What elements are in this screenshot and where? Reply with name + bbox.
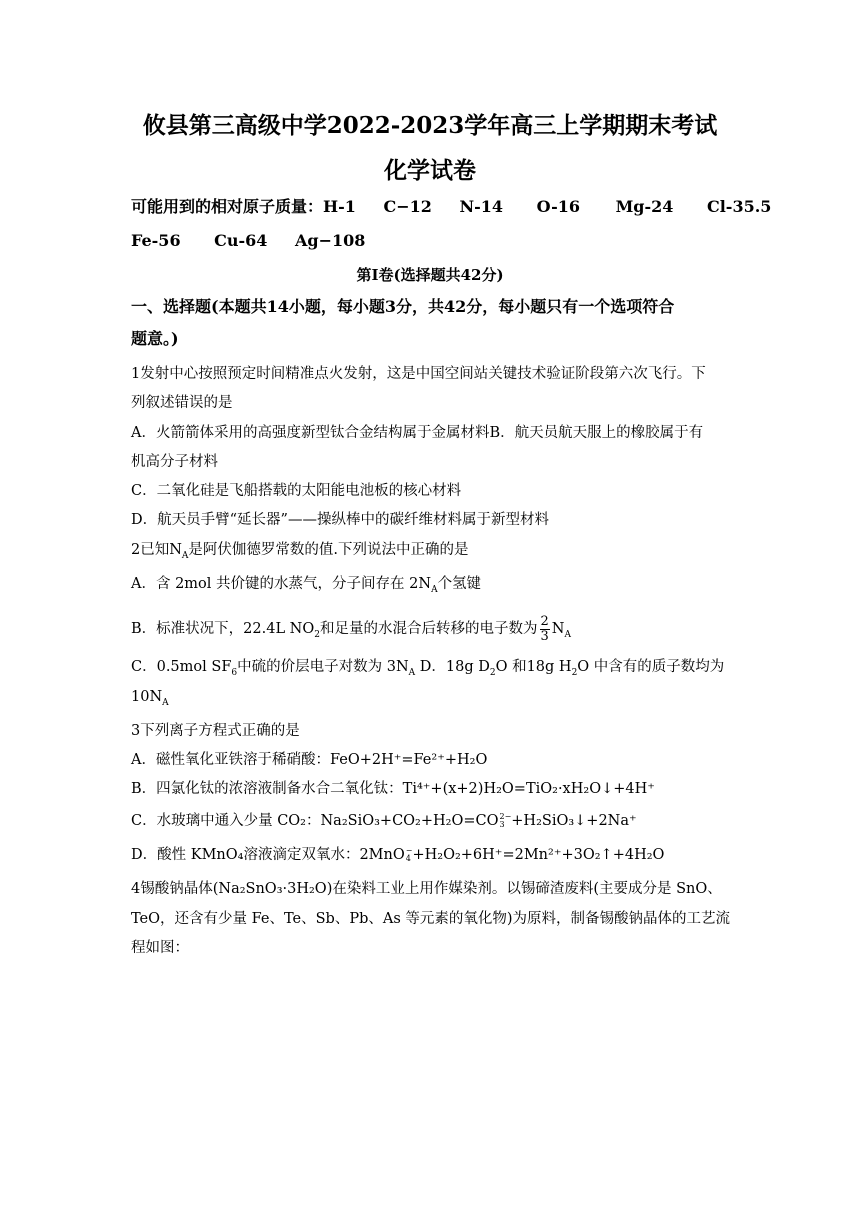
section-instruction-2: 题意。) bbox=[131, 329, 179, 348]
mass-c: C−12 bbox=[383, 197, 432, 216]
atomic-mass-line-2 bbox=[131, 231, 365, 251]
atomic-mass-label: 可能用到的相对原子质量： bbox=[131, 197, 324, 216]
q2-option-d-cont: $10N_A$ bbox=[131, 689, 169, 708]
exam-subtitle: 化学试卷 bbox=[384, 157, 476, 184]
q2-option-b: B．标准状况下，22.4L $NO_2$和足量的水混合后转移的电子数为 $\frac{2}{3}$ $N_A$ bbox=[131, 613, 571, 644]
q1-option-a-b bbox=[131, 423, 703, 443]
mass-cu: Cu-64 bbox=[214, 231, 268, 250]
q1-option-b: B．航天员航天服上的橡胶属于有 bbox=[489, 425, 704, 441]
q1-option-d: D．航天员手臂“延长器”——操纵棒中的碳纤维材料属于新型材料 bbox=[131, 512, 549, 528]
section-heading: 第Ⅰ卷(选择题共42分) bbox=[356, 266, 504, 284]
mass-fe: Fe-56 bbox=[131, 231, 181, 250]
q1-stem-2: 列叙述错误的是 bbox=[131, 395, 233, 411]
q2-option-a: A．含 2mol 共价键的水蒸气，分子间存在 $2N_A$个氢键 bbox=[131, 576, 482, 595]
q2-option-c-d: C．0.5mol $SF_6$中硫的价层电子对数为 $3N_A$ D．18g $D_2O$ 和18g $H_2O$ 中含有的质子数均为 bbox=[131, 659, 725, 678]
q3-option-b: B．四氯化钛的浓溶液制备水合二氧化钛：Ti⁴⁺+(x+2)H₂O=TiO₂·xH₂O↓+4H⁺ bbox=[131, 781, 655, 797]
q4-stem-3: 程如图： bbox=[131, 940, 189, 956]
mass-cl: Cl-35.5 bbox=[706, 197, 772, 216]
q1-option-b-cont: 机高分子材料 bbox=[131, 454, 218, 470]
exam-title: 攸县第三高级中学2022-2023学年高三上学期期末考试 bbox=[142, 112, 718, 139]
q1-option-c: C．二氧化硅是飞船搭载的太阳能电池板的核心材料 bbox=[131, 483, 462, 499]
mass-h: H-1 bbox=[323, 197, 356, 216]
mno4-charge: − 4 bbox=[405, 846, 413, 863]
atomic-mass-line-1 bbox=[131, 197, 771, 217]
co3-charge: 2− 3 bbox=[499, 812, 512, 829]
mass-ag: Ag−108 bbox=[295, 231, 366, 250]
q1-stem-1: 1发射中心按照预定时间精准点火发射，这是中国空间站关键技术验证阶段第六次飞行。下 bbox=[131, 366, 706, 382]
q1-option-a: A．火箭箭体采用的高强度新型钛合金结构属于金属材料 bbox=[131, 425, 490, 441]
q4-stem-2: TeO，还含有少量 Fe、Te、Sb、Pb、As 等元素的氧化物)为原料，制备锡酸钠晶体的工艺流 bbox=[131, 911, 731, 927]
fraction-two-thirds: $\frac{2}{3}$ bbox=[540, 613, 549, 644]
section-instruction-1: 一、选择题(本题共14小题，每小题3分，共42分，每小题只有一个选项符合 bbox=[131, 297, 675, 316]
q3-option-c: C．水玻璃中通入少量 CO₂：Na₂SiO₃+CO₂+H₂O=CO 2− 3 +H₂SiO₃↓+2Na⁺ bbox=[131, 812, 637, 829]
mass-o: O-16 bbox=[536, 197, 581, 216]
q3-option-d: D．酸性 KMnO₄溶液滴定双氧水：2MnO − 4 +H₂O₂+6H⁺=2Mn²⁺+3O₂↑+4H₂O bbox=[131, 846, 665, 863]
q3-option-a: A．磁性氧化亚铁溶于稀硝酸：FeO+2H⁺=Fe²⁺+H₂O bbox=[131, 752, 488, 768]
mass-n: N-14 bbox=[459, 197, 503, 216]
mass-mg: Mg-24 bbox=[615, 197, 674, 216]
q4-stem-1: 4锡酸钠晶体(Na₂SnO₃·3H₂O)在染料工业上用作媒染剂。以锡碲渣废料(主要成分是 SnO、 bbox=[131, 881, 722, 897]
q2-stem: 2已知$N_A$是阿伏伽德罗常数的值.下列说法中正确的是 bbox=[131, 542, 469, 561]
q3-stem: 3下列离子方程式正确的是 bbox=[131, 723, 300, 739]
